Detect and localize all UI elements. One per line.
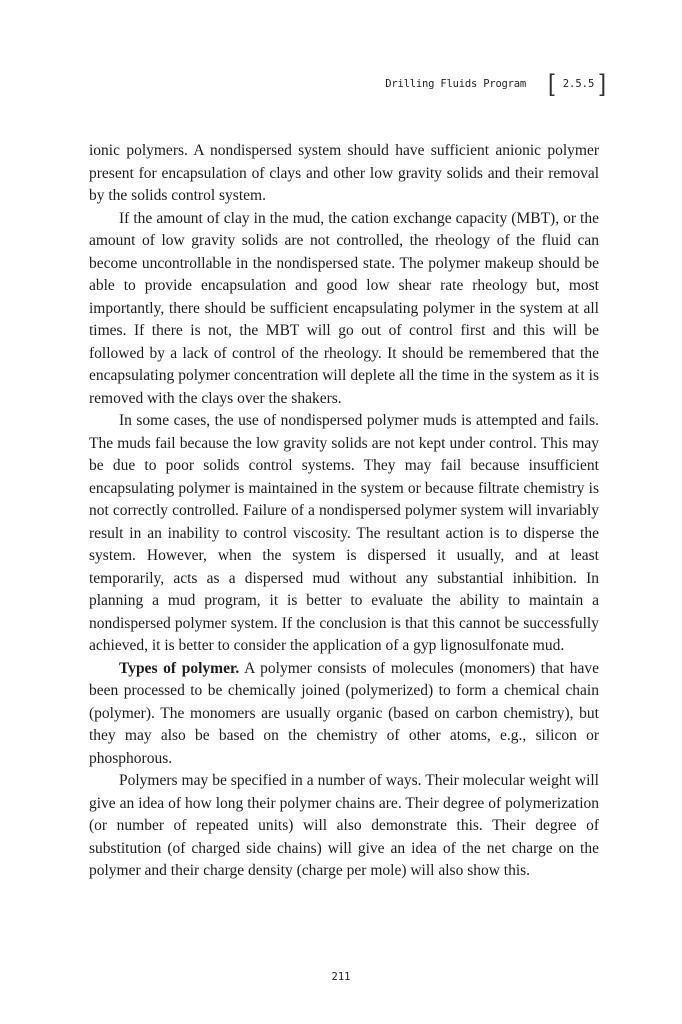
running-header (385, 72, 606, 96)
paragraph-continuation: ionic polymers. A nondispersed system should have sufficient anionic polymer present for encapsulation of clays and other low gravity solids and their removal by the solids control system. (89, 142, 599, 204)
run-in-heading: Types of polymer. (119, 659, 240, 677)
paragraph-mbt-control: If the amount of clay in the mud, the cation exchange capacity (MBT), or the amount of low gravity solids are not controlled, the rheology of the fluid can become uncontrollable in the nondispersed state. The polymer makeup should be able to provide encapsulation and good low shear rate rheology but, most importantly, there should be sufficient encapsulating polymer in the system at all times. If there is not, the MBT will go out of control first and this will be followed by a lack of control of the rheology. It should be remembered that the encapsulating polymer concentration will deplete all the time in the system as it is removed with the clays over the shakers. (89, 209, 599, 407)
header-title: Drilling Fluids Program (385, 78, 527, 90)
paragraph-types-of-polymer (89, 658, 599, 771)
paragraph-polymer-specification: Polymers may be specified in a number of ways. Their molecular weight will give an idea of how long their polymer chains are. Their degree of polymerization (or number of repeated units) will also demonstrate this. Their degree of substitution (of charged side chains) will give an idea of the net charge on the polymer and their charge density (charge per mole) will also show this. (89, 772, 599, 879)
section-number-text: 2.5.5 (562, 78, 595, 90)
page-number: 211 (331, 971, 351, 983)
paragraph-failure-cases: In some cases, the use of nondispersed polymer muds is attempted and fails. The muds fail because the low gravity solids are not kept under control. This may be due to poor solids control systems. They may fail because insufficient encapsulating polymer is maintained in the system or because filtrate chemistry is not correctly controlled. Failure of a nondispersed polymer system will invariably result in an inability to control viscosity. The resultant action is to disperse the system. However, when the system is dispersed it usually, and at least temporarily, acts as a dispersed mud without any substantial inhibition. In planning a mud program, it is better to evaluate the ability to maintain a nondispersed polymer system. If the conclusion is that this cannot be successfully achieved, it is better to consider the application of a gyp lignosulfonate mud. (89, 412, 599, 654)
bracket-open: [ (548, 70, 555, 97)
paragraph-types-text: A polymer consists of molecules (monomers) that have been processed to be chemically joined (polymerized) to form a chemical chain (polymer). The monomers are usually organic (based on carbon chemistry), but they may also be based on the chemistry of other atoms, e.g., silicon or phosphorous. (89, 659, 599, 767)
bracket-close: ] (599, 70, 606, 97)
body-text (89, 140, 599, 883)
section-number (548, 72, 606, 96)
